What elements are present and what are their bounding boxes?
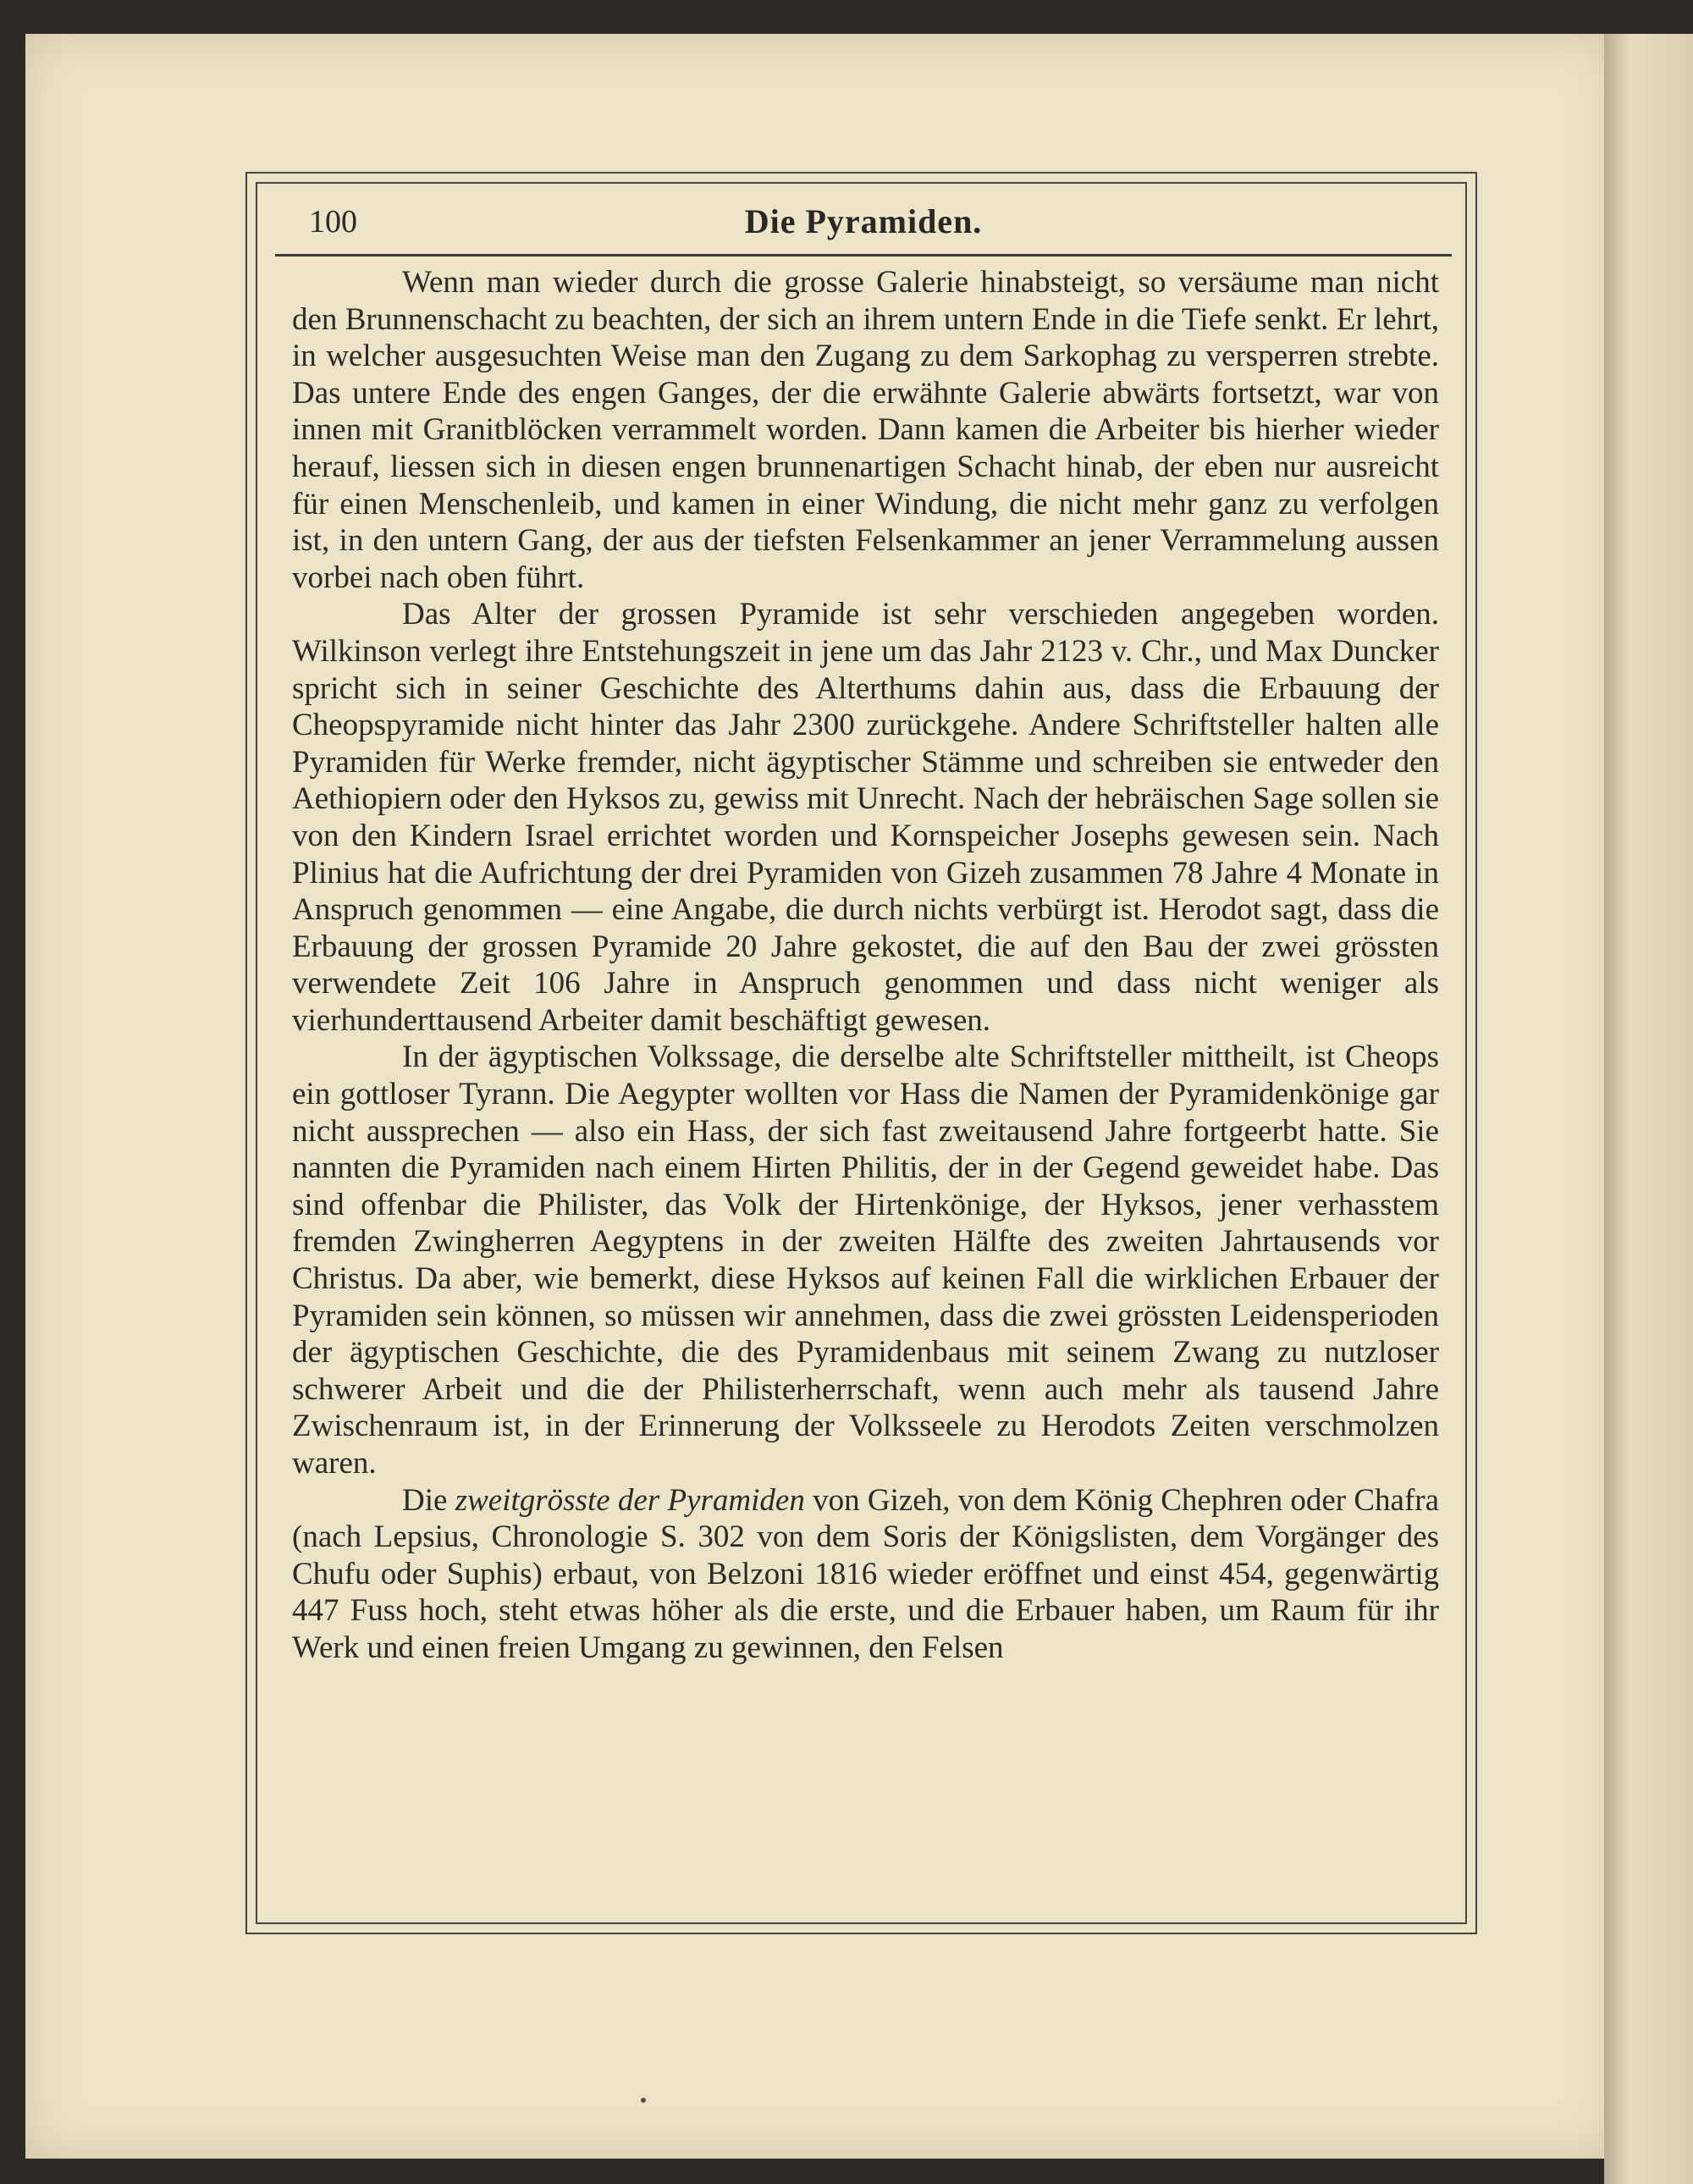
page-header (275, 195, 1452, 256)
paragraph-2: Das Alter der grossen Pyramide ist sehr verschieden angegeben worden. Wilkinson verlegt ihre Entstehungszeit in jene um das Jahr 2123 v. Chr., und Max Duncker spricht sich in seiner Geschichte des Alterthums dahin aus, dass die Erbauung der Cheopspyramide nicht hinter das Jahr 2300 zurückgehe. Andere Schriftsteller halten alle Pyramiden für Werke fremder, nicht ägyptischer Stämme und schreiben sie entweder den Aethiopiern oder den Hyksos zu, gewiss mit Unrecht. Nach der hebräischen Sage sollen sie von den Kindern Israel errichtet worden und Kornspeicher Josephs gewesen sein. Nach Plinius hat die Aufrichtung der drei Pyramiden von Gizeh zusammen 78 Jahre 4 Monate in Anspruch genommen — eine Angabe, die durch nichts verbürgt ist. Herodot sagt, dass die Erbauung der grossen Pyramide 20 Jahre gekostet, die auf den Bau der zwei grössten verwendete Zeit 106 Jahre in Anspruch genommen und dass nicht weniger als vierhunderttausend Arbeiter damit beschäftigt gewesen. (292, 597, 1439, 1038)
page-edge (1604, 34, 1693, 2184)
paragraph-4-rest: von Gizeh, von dem König Chephren oder Chafra (nach Lepsius, Chronologie S. 302 von dem Soris der Königslisten, dem Vorgänger des Chufu oder Suphis) erbaut, von Belzoni 1816 wieder eröffnet und einst 454, gegenwärtig 447 Fuss hoch, steht etwas höher als die erste, und die Erbauer haben, um Raum für ihr Werk und einen freien Umgang zu gewinnen, den Felsen (292, 1482, 1440, 1665)
page-speck (641, 2098, 646, 2103)
running-title: Die Pyramiden. (744, 202, 983, 240)
paragraph-4 (292, 1482, 1439, 1667)
paragraph-4-emphasis: zweitgrösste der Pyramiden (455, 1482, 805, 1518)
body-text (292, 264, 1439, 1667)
paragraph-1: Wenn man wieder durch die grosse Galerie hinabsteigt, so versäume man nicht den Brunnenschacht zu beachten, der sich an ihrem untern Ende in die Tiefe senkt. Er lehrt, in welcher ausgesuchten Weise man den Zugang zu dem Sarkophag zu versperren strebte. Das untere Ende des engen Ganges, der die erwähnte Galerie abwärts fortsetzt, war von innen mit Granitblöcken verrammelt worden. Dann kamen die Arbeiter bis hierher wieder herauf, liessen sich in diesen engen brunnenartigen Schacht hinab, der eben nur ausreicht für einen Menschenleib, und kamen in einer Windung, die nicht mehr ganz zu verfolgen ist, in den untern Gang, der aus der tiefsten Felsenkammer an jener Verrammelung aussen vorbei nach oben führt. (292, 265, 1439, 595)
paragraph-3: In der ägyptischen Volkssage, die derselbe alte Schriftsteller mittheilt, ist Cheops ein gottloser Tyrann. Die Aegypter wollten vor Hass die Namen der Pyramidenkönige gar nicht aussprechen — also ein Hass, der sich fast zweitausend Jahre fortgeerbt hatte. Sie nannten die Pyramiden nach einem Hirten Philitis, der in der Gegend geweidet habe. Das sind offenbar die Philister, das Volk der Hirtenkönige, der Hyksos, jener verhasstem fremden Zwingherren Aegyptens in der zweiten Hälfte des zweiten Jahrtausends vor Christus. Da aber, wie bemerkt, diese Hyksos auf keinen Fall die wirklichen Erbauer der Pyramiden sein können, so müssen wir annehmen, dass die zwei grössten Leidensperioden der ägyptischen Geschichte, die des Pyramidenbaus mit seinem Zwang zu nutzloser schwerer Arbeit und die der Philisterherrschaft, wenn auch mehr als tausend Jahre Zwischenraum ist, in der Erinnerung der Volksseele zu Herodots Zeiten verschmolzen waren. (292, 1040, 1439, 1481)
paragraph-4-start: Die (402, 1482, 448, 1518)
page-number: 100 (309, 204, 357, 240)
